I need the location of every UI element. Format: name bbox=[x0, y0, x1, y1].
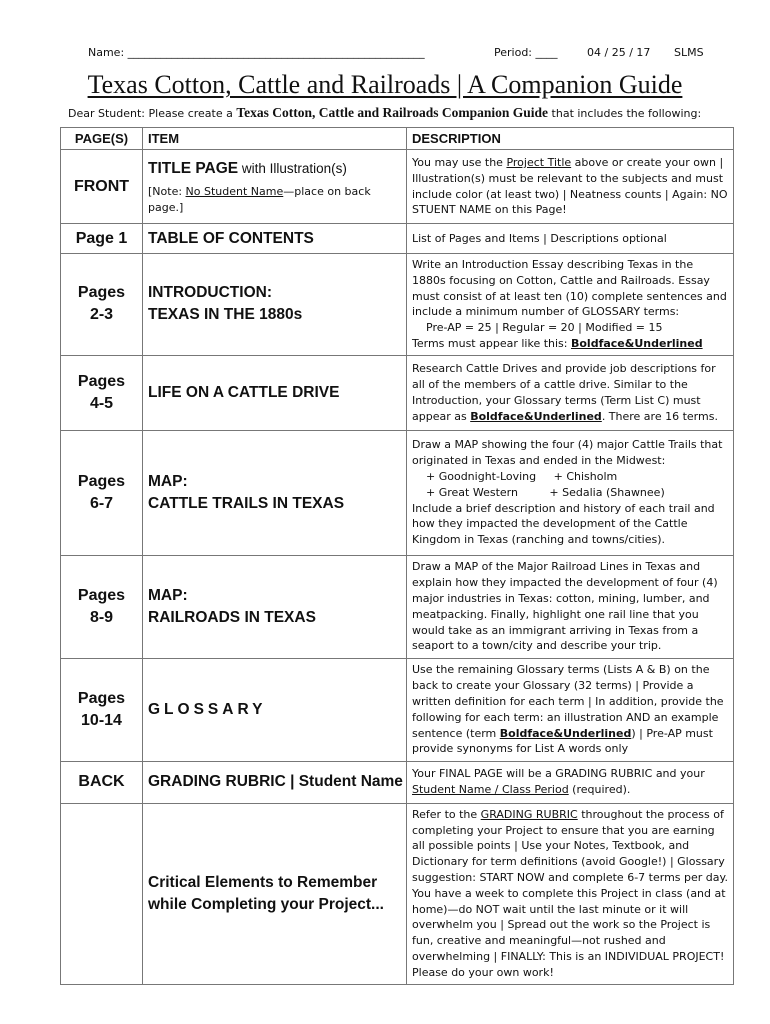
row-description bbox=[407, 355, 734, 430]
pages-line: Pages bbox=[77, 689, 126, 707]
header-item: ITEM bbox=[143, 128, 407, 150]
period-field: Period: ____ bbox=[494, 46, 558, 59]
row-pages: Page 1 bbox=[61, 224, 143, 254]
desc-underlined: Project Title bbox=[506, 155, 572, 169]
intro-after: that includes the following: bbox=[548, 107, 702, 120]
item-line: RAILROADS IN TEXAS bbox=[148, 608, 316, 626]
row-description bbox=[407, 803, 734, 984]
table-row bbox=[61, 254, 734, 356]
item-bold: TITLE PAGE bbox=[148, 159, 239, 177]
desc-underlined: GRADING RUBRIC bbox=[480, 807, 578, 821]
table-header-row bbox=[61, 128, 734, 150]
item-line: while Completing your Project... bbox=[148, 895, 384, 913]
desc-bold-underlined: Boldface&Underlined bbox=[470, 409, 602, 423]
desc-text: Terms must appear like this: bbox=[412, 336, 571, 350]
row-item bbox=[143, 555, 407, 658]
pages-line: Pages bbox=[77, 284, 126, 302]
item-line: Critical Elements to Remember bbox=[148, 873, 378, 891]
row-description bbox=[407, 761, 734, 803]
row-item: GRADING RUBRIC | Student Name bbox=[143, 761, 407, 803]
row-description bbox=[407, 658, 734, 761]
row-description bbox=[407, 430, 734, 555]
table-row bbox=[61, 803, 734, 984]
row-description bbox=[407, 150, 734, 224]
desc-part: You may use the bbox=[412, 155, 507, 169]
desc-part: (required). bbox=[568, 783, 631, 797]
row-pages bbox=[61, 803, 143, 984]
desc-bold-underlined: Boldface&Underlined bbox=[570, 336, 703, 350]
header-pages: PAGE(S) bbox=[61, 128, 143, 150]
row-description: List of Pages and Items | Descriptions optional bbox=[407, 224, 734, 254]
note-underlined: No Student Name bbox=[185, 184, 284, 198]
table-row bbox=[61, 224, 734, 254]
header-description: DESCRIPTION bbox=[407, 128, 734, 150]
desc-part: above or create your own | Illustration(s) must be relevant to the subjects and must include color (at least two) | Neatness counts | Again: NO STUENT NAME on this Page! bbox=[412, 155, 728, 217]
row-item: LIFE ON A CATTLE DRIVE bbox=[143, 355, 407, 430]
school-text: SLMS bbox=[674, 46, 704, 59]
item-line: CATTLE TRAILS IN TEXAS bbox=[148, 494, 345, 512]
desc-underlined: Student Name / Class Period bbox=[412, 783, 569, 797]
pages-line: Pages bbox=[77, 372, 126, 390]
desc-part: Draw a MAP showing the four (4) major Cattle Trails that originated in Texas and ended in the Midwest: bbox=[412, 438, 723, 468]
table-row bbox=[61, 658, 734, 761]
pages-line: 2-3 bbox=[89, 306, 114, 324]
item-note bbox=[148, 184, 406, 216]
desc-part: Use the remaining Glossary terms (Lists A & B) on the back to create your Glossary (32 terms) | Provide a written definition for each term | In addition, provide the following for each term: an illustration AND an example sentence (term bbox=[412, 663, 724, 740]
page-title: Texas Cotton, Cattle and Railroads | A Companion Guide bbox=[87, 70, 683, 99]
desc-part bbox=[412, 336, 729, 352]
table-row bbox=[61, 761, 734, 803]
item-rest: with Illustration(s) bbox=[238, 160, 347, 176]
desc-part: . There are 16 terms. bbox=[601, 409, 718, 423]
name-field: Name: ______________________________________________________ bbox=[88, 46, 425, 59]
header-line bbox=[84, 46, 724, 64]
pages-line: Pages bbox=[77, 472, 126, 490]
pages-line: 8-9 bbox=[89, 608, 114, 626]
row-pages bbox=[61, 430, 143, 555]
table-row bbox=[61, 430, 734, 555]
pages-line: 6-7 bbox=[89, 494, 114, 512]
desc-part: + Goodnight-Loving + Chisholm bbox=[426, 470, 618, 484]
intro-guide-name: Texas Cotton, Cattle and Railroads Companion Guide bbox=[236, 105, 549, 120]
row-item: GLOSSARY bbox=[143, 658, 407, 761]
desc-part: Refer to the bbox=[412, 807, 481, 821]
row-item bbox=[143, 430, 407, 555]
row-description bbox=[407, 254, 734, 356]
note-before: [Note: bbox=[148, 184, 186, 198]
item-line: MAP: bbox=[148, 472, 188, 490]
item-line: TEXAS IN THE 1880s bbox=[148, 306, 303, 324]
desc-part: throughout the process of completing your Project to ensure that you are earning all possible points | Use your Notes, Textbook, and Dictionary for term definitions (avoid Google!) | Glossary suggestion: START NOW and complete 6-7 terms per day. You have a week to complete this Project in class (and at home)—do NOT wait until the last minute or it will overwhelm you | Spread out the work so the Project is fun, creative and meaningful—not rushed and overwhelming | FINALLY: This is an INDIVIDUAL PROJECT! Please do your own work! bbox=[412, 807, 728, 979]
date-text: 04 / 25 / 17 bbox=[587, 46, 651, 59]
requirements-table bbox=[60, 127, 734, 985]
row-pages bbox=[61, 658, 143, 761]
table-row bbox=[61, 355, 734, 430]
desc-bold-underlined: Boldface&Underlined bbox=[499, 726, 632, 740]
desc-part: + Great Western + Sedalia (Shawnee) bbox=[426, 485, 665, 499]
item-line: MAP: bbox=[148, 586, 188, 604]
row-pages: FRONT bbox=[61, 150, 143, 224]
row-pages: BACK bbox=[61, 761, 143, 803]
row-item: TABLE OF CONTENTS bbox=[143, 224, 407, 254]
pages-line: 10-14 bbox=[81, 711, 122, 729]
intro-line bbox=[68, 105, 748, 121]
pages-line: 4-5 bbox=[89, 394, 114, 412]
table-row bbox=[61, 555, 734, 658]
item-line: INTRODUCTION: bbox=[148, 284, 272, 302]
desc-part: Write an Introduction Essay describing Texas in the 1880s focusing on Cotton, Cattle and Railroads. Essay must consist of at least ten (10) complete sentences and include a minimum number of GLOSSARY terms: bbox=[412, 258, 727, 319]
row-item bbox=[143, 150, 407, 224]
desc-part: Your FINAL PAGE will be a GRADING RUBRIC and your bbox=[412, 767, 705, 781]
row-item bbox=[143, 254, 407, 356]
table-row bbox=[61, 150, 734, 224]
desc-part: ) | Pre-AP must provide synonyms for List A words only bbox=[412, 726, 713, 756]
desc-part: Pre-AP = 25 | Regular = 20 | Modified = 15 bbox=[426, 321, 663, 335]
desc-part: Include a brief description and history of each trail and how they impacted the development of the Cattle Kingdom in Texas (ranching and towns/cities). bbox=[412, 501, 715, 547]
intro-before: Dear Student: Please create a bbox=[68, 107, 237, 120]
desc-part: Research Cattle Drives and provide job descriptions for all of the members of a cattle drive. Similar to the Introduction, your Glossary terms (Term List C) must appear as bbox=[412, 362, 716, 423]
row-pages bbox=[61, 555, 143, 658]
row-item bbox=[143, 803, 407, 984]
note-after: —place on back page.] bbox=[148, 184, 371, 214]
row-description: Draw a MAP of the Major Railroad Lines in Texas and explain how they impacted the development of four (4) major industries in Texas: cotton, mining, lumber, and meatpacking. Finally, highlight one rail line that you would take as an immigrant arriving in Texas from a seaport to a town/city and describe your trip. bbox=[407, 555, 734, 658]
row-pages bbox=[61, 254, 143, 356]
row-pages bbox=[61, 355, 143, 430]
pages-line: Pages bbox=[77, 586, 126, 604]
